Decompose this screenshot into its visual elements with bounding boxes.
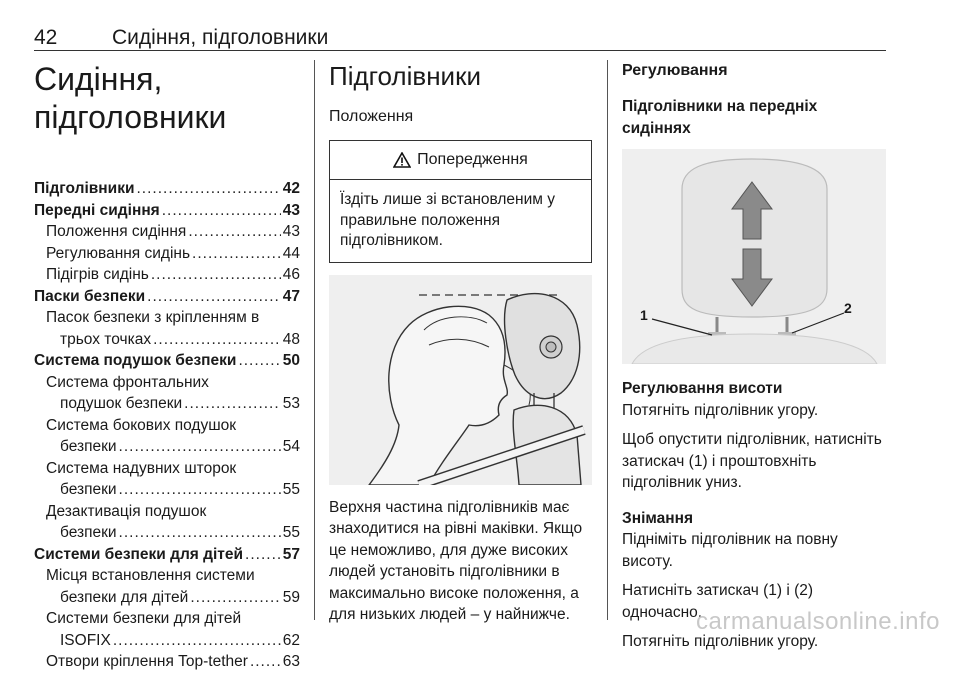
adjustment-heading: Регулювання bbox=[622, 62, 728, 79]
toc-item[interactable]: Передні сидіння ..... 43 bbox=[34, 200, 300, 222]
toc-item[interactable]: безпеки ..... 55 bbox=[34, 479, 300, 501]
front-seats-subheading: Підголівники на передніх сидіннях bbox=[622, 98, 818, 137]
toc-item-line1[interactable]: Системи безпеки для дітей bbox=[46, 610, 242, 627]
toc-item[interactable]: Паски безпеки ..... 47 bbox=[34, 286, 300, 308]
warning-text: Їздіть лише зі встановленим у правильне положення підголівником. bbox=[340, 191, 555, 249]
table-of-contents bbox=[34, 178, 300, 673]
running-title: Сидіння, підголовники bbox=[112, 26, 329, 49]
height-adjust-step1: Потягніть підголівник угору. bbox=[622, 401, 819, 419]
toc-item[interactable]: Положення сидіння ..... 43 bbox=[34, 221, 300, 243]
toc-item-line1[interactable]: Пасок безпеки з кріпленням в bbox=[46, 309, 260, 326]
headrest-position-column bbox=[329, 60, 592, 634]
chapter-title: Сидіння, підголовники bbox=[34, 61, 227, 135]
column-divider-1 bbox=[314, 60, 315, 620]
position-caption: Верхня частина підголівників має знаходитися на рівні маківки. Якщо це неможливо, для дуже високих людей установіть підголівники в максимально високе положення, а для низьких людей – у найнижче. bbox=[329, 498, 583, 623]
toc-item[interactable]: Регулювання сидінь ..... 44 bbox=[34, 243, 300, 265]
toc-item-line1[interactable]: Місця встановлення системи bbox=[46, 567, 255, 584]
toc-item[interactable]: безпеки для дітей ..... 59 bbox=[34, 587, 300, 609]
toc-item[interactable]: Системи безпеки для дітей ..... 57 bbox=[34, 544, 300, 566]
driver-headrest-drawing bbox=[329, 275, 592, 485]
toc-item[interactable]: трьох точках ..... 48 bbox=[34, 329, 300, 351]
toc-item[interactable]: Система подушок безпеки ..... 50 bbox=[34, 350, 300, 372]
adjustment-column bbox=[622, 60, 886, 661]
removal-step2: Натисніть затискач (1) і (2) одночасно. bbox=[622, 582, 814, 621]
removal-step3: Потягніть підголівник угору. bbox=[622, 633, 819, 650]
toc-item-line1[interactable]: Система фронтальних bbox=[46, 373, 209, 391]
callout-label-1: 1 bbox=[640, 307, 648, 323]
height-adjust-title: Регулювання висоти bbox=[622, 380, 783, 397]
page-header bbox=[34, 20, 886, 51]
warning-triangle-icon bbox=[393, 152, 411, 168]
page-number: 42 bbox=[34, 26, 58, 49]
toc-item[interactable]: ISOFIX ..... 62 bbox=[34, 630, 300, 652]
warning-title: Попередження bbox=[417, 151, 528, 168]
toc-item[interactable]: подушок безпеки ..... 53 bbox=[34, 393, 300, 415]
toc-item-line1[interactable]: Система надувних шторок bbox=[46, 459, 237, 477]
toc-item[interactable]: безпеки ..... 55 bbox=[34, 522, 300, 544]
front-headrest-drawing bbox=[622, 149, 886, 364]
toc-item[interactable]: Отвори кріплення Top-tether ..... 63 bbox=[34, 651, 300, 673]
headrest-adjust-illustration bbox=[622, 149, 886, 364]
removal-step1: Підніміть підголівник на повну висоту. bbox=[622, 531, 838, 570]
removal-title: Знімання bbox=[622, 509, 694, 527]
warning-box bbox=[329, 140, 592, 263]
column-divider-2 bbox=[607, 60, 608, 620]
toc-item[interactable]: Підігрів сидінь ..... 46 bbox=[34, 264, 300, 286]
watermark: carmanualsonline.info bbox=[696, 608, 940, 635]
toc-item[interactable]: Підголівники ..... 42 bbox=[34, 178, 300, 200]
subsection-title: Положення bbox=[329, 108, 414, 125]
toc-item-line1[interactable]: Система бокових подушок bbox=[46, 416, 237, 434]
height-adjust-step2: Щоб опустити підголівник, натисніть затискач (1) і проштовхніть підголівник униз. bbox=[622, 431, 882, 491]
section-title: Підголівники bbox=[329, 61, 481, 91]
warning-header bbox=[330, 141, 591, 180]
headrest-position-illustration bbox=[329, 275, 592, 485]
callout-label-2: 2 bbox=[844, 300, 852, 316]
toc-item[interactable]: безпеки ..... 54 bbox=[34, 436, 300, 458]
toc-column bbox=[34, 60, 300, 673]
toc-item-line1[interactable]: Дезактивація подушок bbox=[46, 502, 207, 520]
